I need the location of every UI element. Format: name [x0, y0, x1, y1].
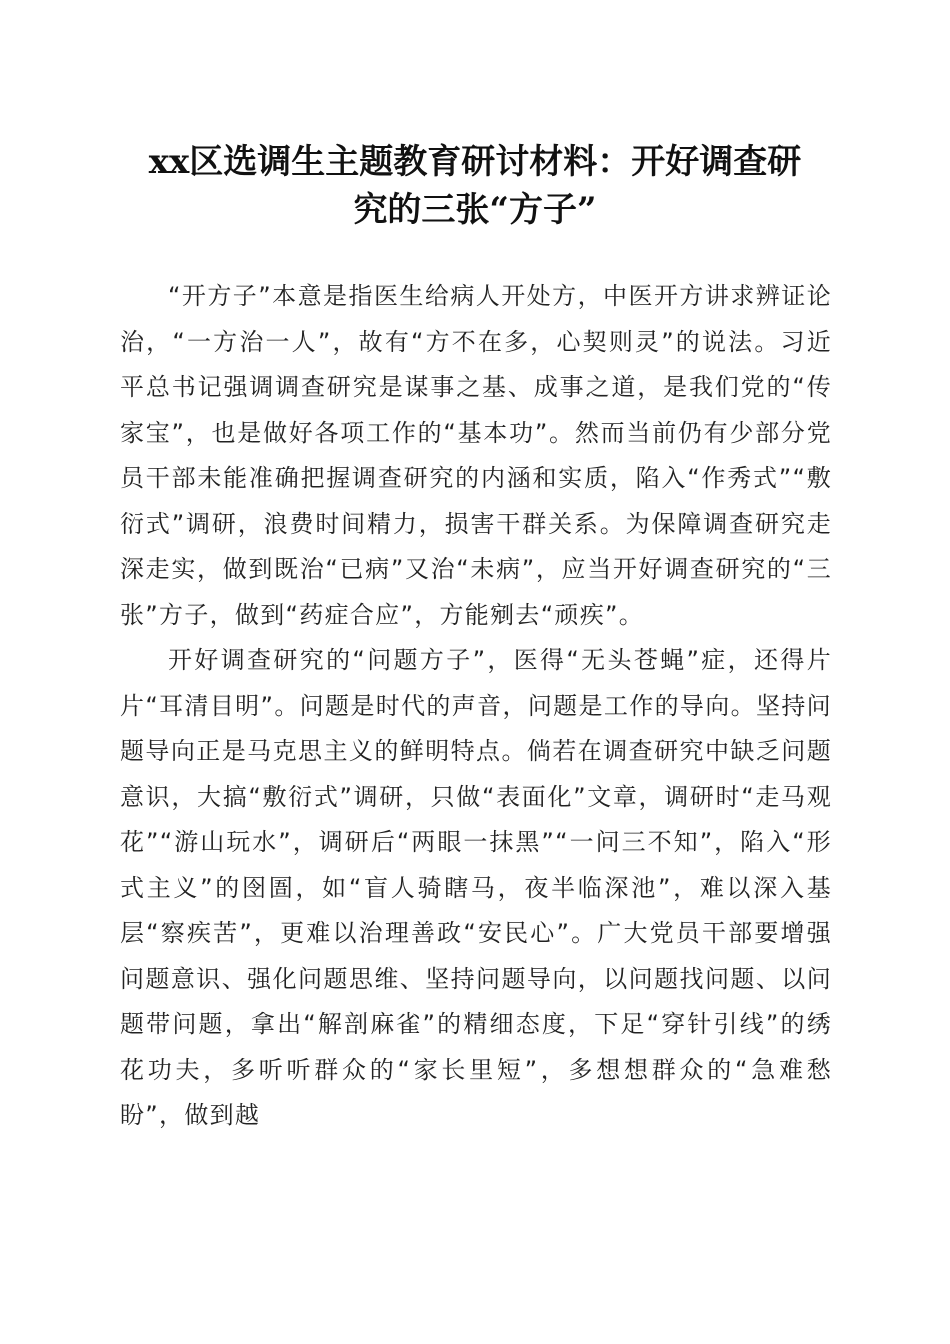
document-body	[120, 274, 832, 1139]
paragraph-1: “开方子”本意是指医生给病人开处方，中医开方讲求辨证论治，“一方治一人”，故有“方不在多，心契则灵”的说法。习近平总书记强调调查研究是谋事之基、成事之道，是我们党的“传家宝”，也是做好各项工作的“基本功”。然而当前仍有少部分党员干部未能准确把握调查研究的内涵和实质，陷入“作秀式”“敷衍式”调研，浪费时间精力，损害干群关系。为保障调查研究走深走实，做到既治“已病”又治“未病”，应当开好调查研究的“三张”方子，做到“药症合应”，方能剜去“顽疾”。	[120, 282, 832, 629]
title-line-2: 究的三张“方子”	[353, 190, 597, 230]
title-line-1: xx区选调生主题教育研讨材料：开好调查研	[148, 142, 802, 182]
document-title	[100, 138, 850, 234]
paragraph-2: 开好调查研究的“问题方子”，医得“无头苍蝇”症，还得片片“耳清目明”。问题是时代的声音，问题是工作的导向。坚持问题导向正是马克思主义的鲜明特点。倘若在调查研究中缺乏问题意识，大搞“敷衍式”调研，只做“表面化”文章，调研时“走马观花”“游山玩水”，调研后“两眼一抹黑”“一问三不知”，陷入“形式主义”的囹圄，如“盲人骑瞎马，夜半临深池”，难以深入基层“察疾苦”，更难以治理善政“安民心”。广大党员干部要增强问题意识、强化问题思维、坚持问题导向，以问题找问题、以问题带问题，拿出“解剖麻雀”的精细态度，下足“穿针引线”的绣花功夫，多听听群众的“家长里短”，多想想群众的“急难愁盼”，做到越	[120, 646, 832, 1129]
